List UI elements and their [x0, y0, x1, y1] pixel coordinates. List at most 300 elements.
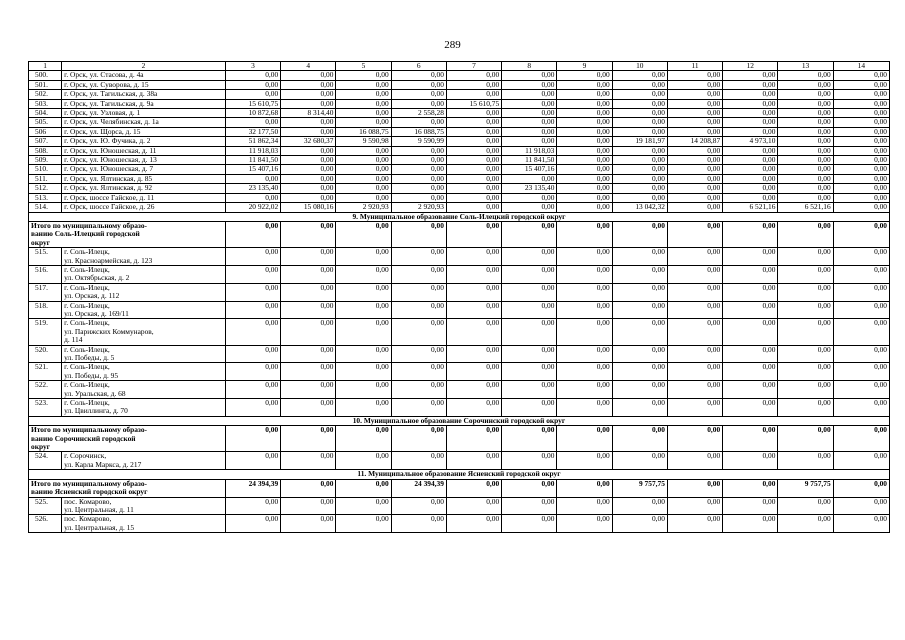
value-cell: 0,00 [833, 203, 889, 212]
cell-text-line: ул. Орская, д. 112 [64, 291, 120, 301]
value-cell: 0,00 [667, 80, 722, 89]
value-cell: 0,00 [612, 283, 667, 301]
value-cell: 0,00 [446, 319, 501, 345]
value-cell: 0,00 [667, 71, 722, 80]
value-cell: 0,00 [612, 146, 667, 155]
value-cell: 0,00 [833, 381, 889, 399]
value-cell: 0,00 [446, 479, 501, 497]
section-title: 10. Муниципальное образование Сорочинский городской округ [29, 416, 890, 425]
value-cell: 0,00 [281, 118, 336, 127]
value-cell: 0,00 [336, 426, 391, 452]
value-cell: 0,00 [723, 319, 778, 345]
table-row [29, 203, 890, 212]
value-cell: 32 177,50 [225, 127, 280, 136]
value-cell: 0,00 [281, 363, 336, 381]
value-cell: 0,00 [778, 301, 833, 319]
value-cell: 0,00 [281, 221, 336, 247]
table-row [29, 118, 890, 127]
value-cell: 0,00 [833, 452, 889, 470]
cell-text-line: ванию Соль-Илецкий городской [31, 229, 140, 239]
value-cell: 0,00 [778, 109, 833, 118]
value-cell: 0,00 [667, 118, 722, 127]
value-cell: 0,00 [833, 345, 889, 363]
address-cell [62, 265, 226, 283]
value-cell: 0,00 [557, 399, 612, 417]
table-row [29, 90, 890, 99]
value-cell: 0,00 [446, 363, 501, 381]
value-cell: 0,00 [667, 426, 722, 452]
value-cell: 0,00 [778, 165, 833, 174]
section-title: 9. Муниципальное образование Соль-Илецкий городской округ [29, 212, 890, 221]
value-cell: 0,00 [336, 381, 391, 399]
row-number: 526. [29, 515, 62, 533]
value-cell: 0,00 [502, 248, 557, 266]
value-cell: 0,00 [336, 452, 391, 470]
column-number-header: 7 [446, 62, 501, 71]
value-cell: 0,00 [502, 345, 557, 363]
value-cell: 0,00 [281, 127, 336, 136]
value-cell: 0,00 [778, 345, 833, 363]
value-cell: 0,00 [281, 283, 336, 301]
value-cell: 0,00 [446, 265, 501, 283]
value-cell: 0,00 [391, 99, 446, 108]
cell-text-line: г. Орск, ул. Юношеская, д. 7 [64, 164, 154, 174]
value-cell: 0,00 [446, 71, 501, 80]
value-cell: 0,00 [723, 221, 778, 247]
value-cell: 0,00 [833, 90, 889, 99]
column-number-header: 14 [833, 62, 889, 71]
value-cell: 20 922,02 [225, 203, 280, 212]
value-cell: 0,00 [391, 80, 446, 89]
value-cell: 0,00 [833, 156, 889, 165]
value-cell: 0,00 [502, 80, 557, 89]
value-cell: 0,00 [667, 497, 722, 515]
column-number-header: 5 [336, 62, 391, 71]
cell-text-line: г. Соль-Илецк, [64, 398, 110, 408]
value-cell: 0,00 [336, 80, 391, 89]
value-cell: 0,00 [723, 127, 778, 136]
section-title: 11. Муниципальное образование Ясненский городской округ [29, 470, 890, 479]
address-cell [62, 165, 226, 174]
value-cell: 0,00 [778, 71, 833, 80]
value-cell: 0,00 [667, 156, 722, 165]
row-number: 501. [29, 80, 62, 89]
value-cell: 0,00 [833, 174, 889, 183]
value-cell: 14 208,87 [667, 137, 722, 146]
value-cell: 0,00 [557, 165, 612, 174]
address-cell [62, 283, 226, 301]
table-row [29, 156, 890, 165]
value-cell: 0,00 [336, 90, 391, 99]
cell-text-line: г. Соль-Илецк, [64, 265, 110, 274]
value-cell: 0,00 [336, 109, 391, 118]
cell-text-line: округ [31, 442, 51, 452]
row-number: 524. [29, 452, 62, 470]
value-cell: 0,00 [281, 174, 336, 183]
value-cell: 0,00 [446, 90, 501, 99]
value-cell: 0,00 [557, 146, 612, 155]
row-number: 508. [29, 146, 62, 155]
value-cell: 0,00 [281, 452, 336, 470]
value-cell: 0,00 [502, 497, 557, 515]
value-cell: 0,00 [723, 118, 778, 127]
value-cell: 0,00 [612, 90, 667, 99]
value-cell: 0,00 [667, 283, 722, 301]
value-cell: 0,00 [723, 265, 778, 283]
value-cell: 0,00 [502, 174, 557, 183]
value-cell: 0,00 [612, 515, 667, 533]
value-cell: 0,00 [225, 301, 280, 319]
cell-text-line: ванию Сорочинский городской [31, 433, 136, 443]
cell-text-line: г. Орск, ул. Суворова, д. 15 [64, 80, 149, 89]
value-cell: 0,00 [723, 515, 778, 533]
section-heading-row [29, 212, 890, 221]
value-cell: 0,00 [336, 345, 391, 363]
value-cell: 0,00 [833, 193, 889, 202]
value-cell: 0,00 [778, 146, 833, 155]
value-cell: 0,00 [446, 156, 501, 165]
value-cell: 0,00 [612, 80, 667, 89]
value-cell: 0,00 [557, 109, 612, 118]
value-cell: 24 394,39 [391, 479, 446, 497]
value-cell: 11 841,50 [225, 156, 280, 165]
value-cell: 0,00 [723, 146, 778, 155]
cell-text-line: ул. Карла Маркса, д. 217 [64, 459, 142, 469]
value-cell: 0,00 [225, 426, 280, 452]
value-cell: 0,00 [281, 381, 336, 399]
value-cell: 2 920,93 [391, 203, 446, 212]
value-cell: 0,00 [281, 319, 336, 345]
value-cell: 0,00 [446, 399, 501, 417]
cell-text-line: ул. Уральская, д. 68 [64, 388, 126, 398]
value-cell: 0,00 [612, 118, 667, 127]
value-cell: 0,00 [557, 426, 612, 452]
value-cell: 0,00 [502, 203, 557, 212]
value-cell: 0,00 [336, 248, 391, 266]
table-row [29, 137, 890, 146]
value-cell: 0,00 [502, 319, 557, 345]
column-number-header: 9 [557, 62, 612, 71]
value-cell: 0,00 [833, 399, 889, 417]
value-cell: 11 841,50 [502, 156, 557, 165]
table-row [29, 99, 890, 108]
value-cell: 0,00 [667, 265, 722, 283]
value-cell: 0,00 [778, 248, 833, 266]
value-cell: 0,00 [667, 127, 722, 136]
value-cell: 0,00 [391, 426, 446, 452]
row-number: 512. [29, 184, 62, 193]
row-number: 506 [29, 127, 62, 136]
value-cell: 0,00 [833, 479, 889, 497]
value-cell: 0,00 [612, 345, 667, 363]
row-number: 509. [29, 156, 62, 165]
value-cell: 0,00 [502, 479, 557, 497]
cell-text-line: округ [31, 237, 51, 247]
value-cell: 0,00 [723, 165, 778, 174]
register-table [28, 61, 890, 533]
value-cell: 0,00 [778, 363, 833, 381]
row-number: 523. [29, 399, 62, 417]
value-cell: 0,00 [723, 301, 778, 319]
cell-text-line: г. Орск, ул. Юношеская, д. 13 [64, 155, 157, 165]
value-cell: 24 394,39 [225, 479, 280, 497]
value-cell: 0,00 [446, 165, 501, 174]
value-cell: 0,00 [557, 265, 612, 283]
cell-text-line: г. Орск, ул. Ю. Фучика, д. 2 [64, 136, 151, 146]
value-cell: 0,00 [557, 174, 612, 183]
column-number-header: 11 [667, 62, 722, 71]
value-cell: 0,00 [336, 99, 391, 108]
column-number-header: 8 [502, 62, 557, 71]
address-cell [62, 137, 226, 146]
value-cell: 0,00 [778, 156, 833, 165]
value-cell: 0,00 [667, 399, 722, 417]
table-row [29, 265, 890, 283]
value-cell: 0,00 [612, 363, 667, 381]
cell-text-line: г. Соль-Илецк, [64, 247, 110, 257]
value-cell: 0,00 [391, 319, 446, 345]
table-row [29, 283, 890, 301]
value-cell: 0,00 [502, 265, 557, 283]
value-cell: 0,00 [225, 248, 280, 266]
value-cell: 0,00 [336, 265, 391, 283]
value-cell: 0,00 [225, 221, 280, 247]
address-cell [62, 90, 226, 99]
value-cell: 0,00 [336, 174, 391, 183]
value-cell: 0,00 [723, 452, 778, 470]
value-cell: 0,00 [778, 399, 833, 417]
address-cell [62, 301, 226, 319]
table-row [29, 515, 890, 533]
value-cell: 0,00 [778, 127, 833, 136]
value-cell: 0,00 [557, 345, 612, 363]
value-cell: 0,00 [446, 345, 501, 363]
value-cell: 0,00 [667, 165, 722, 174]
cell-text-line: г. Соль-Илецк, [64, 318, 110, 328]
value-cell: 0,00 [557, 118, 612, 127]
value-cell: 0,00 [446, 203, 501, 212]
value-cell: 0,00 [502, 515, 557, 533]
value-cell: 0,00 [391, 156, 446, 165]
value-cell: 0,00 [225, 515, 280, 533]
value-cell: 0,00 [446, 221, 501, 247]
row-number: 513. [29, 193, 62, 202]
address-cell [62, 203, 226, 212]
value-cell: 0,00 [557, 452, 612, 470]
value-cell: 0,00 [391, 71, 446, 80]
cell-text-line: г. Орск, ул. Тагильская, д. 38а [64, 89, 158, 99]
address-cell [62, 399, 226, 417]
column-number-header-row [29, 62, 890, 71]
value-cell: 0,00 [778, 381, 833, 399]
value-cell: 0,00 [391, 497, 446, 515]
table-row [29, 193, 890, 202]
value-cell: 0,00 [502, 283, 557, 301]
value-cell: 0,00 [778, 452, 833, 470]
value-cell: 11 918,03 [225, 146, 280, 155]
row-number: 514. [29, 203, 62, 212]
value-cell: 0,00 [281, 80, 336, 89]
column-number-header: 4 [281, 62, 336, 71]
value-cell: 0,00 [391, 221, 446, 247]
value-cell: 0,00 [502, 363, 557, 381]
value-cell: 0,00 [336, 515, 391, 533]
address-cell [62, 156, 226, 165]
value-cell: 0,00 [557, 301, 612, 319]
value-cell: 0,00 [833, 515, 889, 533]
value-cell: 0,00 [391, 301, 446, 319]
value-cell: 0,00 [336, 283, 391, 301]
value-cell: 0,00 [723, 248, 778, 266]
address-cell [62, 118, 226, 127]
value-cell: 0,00 [612, 109, 667, 118]
value-cell: 0,00 [723, 345, 778, 363]
value-cell: 0,00 [502, 426, 557, 452]
cell-text-line: ул. Октябрьская, д. 2 [64, 273, 130, 283]
value-cell: 0,00 [723, 426, 778, 452]
value-cell: 0,00 [778, 515, 833, 533]
value-cell: 15 407,16 [502, 165, 557, 174]
value-cell: 0,00 [833, 248, 889, 266]
value-cell: 0,00 [667, 345, 722, 363]
row-number: 500. [29, 71, 62, 80]
address-cell [62, 127, 226, 136]
value-cell: 0,00 [225, 363, 280, 381]
value-cell: 0,00 [281, 345, 336, 363]
value-cell: 0,00 [667, 174, 722, 183]
address-cell [62, 497, 226, 515]
row-number: 510. [29, 165, 62, 174]
value-cell: 0,00 [557, 71, 612, 80]
cell-text-line: г. Орск, ул. Ялтинская, д. 85 [64, 174, 153, 183]
value-cell: 16 088,75 [336, 127, 391, 136]
value-cell: 0,00 [446, 283, 501, 301]
value-cell: 0,00 [391, 265, 446, 283]
value-cell: 0,00 [281, 248, 336, 266]
address-cell [62, 381, 226, 399]
section-heading-row [29, 470, 890, 479]
value-cell: 0,00 [391, 118, 446, 127]
value-cell: 0,00 [446, 137, 501, 146]
row-number: 503. [29, 99, 62, 108]
cell-text-line: Итого по муниципальному образо- [31, 479, 147, 488]
value-cell: 0,00 [612, 452, 667, 470]
address-cell [62, 452, 226, 470]
row-number: 519. [29, 319, 62, 345]
value-cell: 0,00 [391, 345, 446, 363]
cell-text-line: г. Соль-Илецк, [64, 345, 110, 354]
value-cell: 15 080,16 [281, 203, 336, 212]
value-cell: 0,00 [557, 203, 612, 212]
value-cell: 0,00 [446, 174, 501, 183]
value-cell: 0,00 [557, 381, 612, 399]
value-cell: 0,00 [281, 184, 336, 193]
value-cell: 0,00 [833, 497, 889, 515]
column-number-header: 3 [225, 62, 280, 71]
value-cell: 0,00 [612, 301, 667, 319]
value-cell: 0,00 [833, 127, 889, 136]
cell-text-line: г. Соль-Илецк, [64, 380, 110, 390]
value-cell: 0,00 [557, 127, 612, 136]
value-cell: 0,00 [667, 203, 722, 212]
value-cell: 0,00 [391, 193, 446, 202]
value-cell: 0,00 [778, 174, 833, 183]
value-cell: 0,00 [778, 184, 833, 193]
value-cell: 9 757,75 [612, 479, 667, 497]
value-cell: 0,00 [667, 184, 722, 193]
value-cell: 0,00 [723, 363, 778, 381]
row-number: 520. [29, 345, 62, 363]
address-cell [62, 184, 226, 193]
address-cell [62, 80, 226, 89]
address-cell [62, 319, 226, 345]
address-cell [62, 363, 226, 381]
value-cell: 0,00 [667, 90, 722, 99]
value-cell: 0,00 [667, 319, 722, 345]
value-cell: 0,00 [281, 193, 336, 202]
cell-text-line: г. Орск, ул. Щорса, д. 15 [64, 127, 141, 136]
row-number: 516. [29, 265, 62, 283]
value-cell: 0,00 [281, 426, 336, 452]
table-row [29, 146, 890, 155]
value-cell: 10 872,68 [225, 109, 280, 118]
value-cell: 0,00 [778, 137, 833, 146]
value-cell: 0,00 [225, 399, 280, 417]
value-cell: 0,00 [446, 80, 501, 89]
cell-text-line: г. Соль-Илецк, [64, 283, 110, 292]
value-cell: 0,00 [667, 193, 722, 202]
value-cell: 0,00 [446, 193, 501, 202]
value-cell: 0,00 [612, 165, 667, 174]
table-body [29, 62, 890, 533]
value-cell: 0,00 [281, 156, 336, 165]
value-cell: 0,00 [281, 479, 336, 497]
value-cell: 15 610,75 [225, 99, 280, 108]
table-row [29, 184, 890, 193]
value-cell: 0,00 [336, 363, 391, 381]
value-cell: 0,00 [502, 381, 557, 399]
value-cell: 0,00 [667, 381, 722, 399]
value-cell: 0,00 [502, 301, 557, 319]
value-cell: 0,00 [446, 301, 501, 319]
value-cell: 0,00 [612, 248, 667, 266]
value-cell: 0,00 [723, 174, 778, 183]
value-cell: 0,00 [336, 319, 391, 345]
total-row [29, 426, 890, 452]
value-cell: 16 088,75 [391, 127, 446, 136]
value-cell: 23 135,40 [225, 184, 280, 193]
value-cell: 0,00 [446, 127, 501, 136]
value-cell: 0,00 [667, 479, 722, 497]
value-cell: 0,00 [612, 319, 667, 345]
value-cell: 0,00 [336, 399, 391, 417]
value-cell: 32 680,37 [281, 137, 336, 146]
value-cell: 0,00 [336, 184, 391, 193]
value-cell: 0,00 [833, 137, 889, 146]
total-label [29, 221, 226, 247]
value-cell: 0,00 [446, 381, 501, 399]
value-cell: 0,00 [723, 99, 778, 108]
value-cell: 0,00 [723, 283, 778, 301]
value-cell: 0,00 [225, 193, 280, 202]
table-row [29, 109, 890, 118]
cell-text-line: г. Сорочинск, [64, 451, 107, 461]
value-cell: 15 610,75 [446, 99, 501, 108]
value-cell: 0,00 [833, 165, 889, 174]
value-cell: 0,00 [557, 90, 612, 99]
total-row [29, 479, 890, 497]
row-number: 504. [29, 109, 62, 118]
